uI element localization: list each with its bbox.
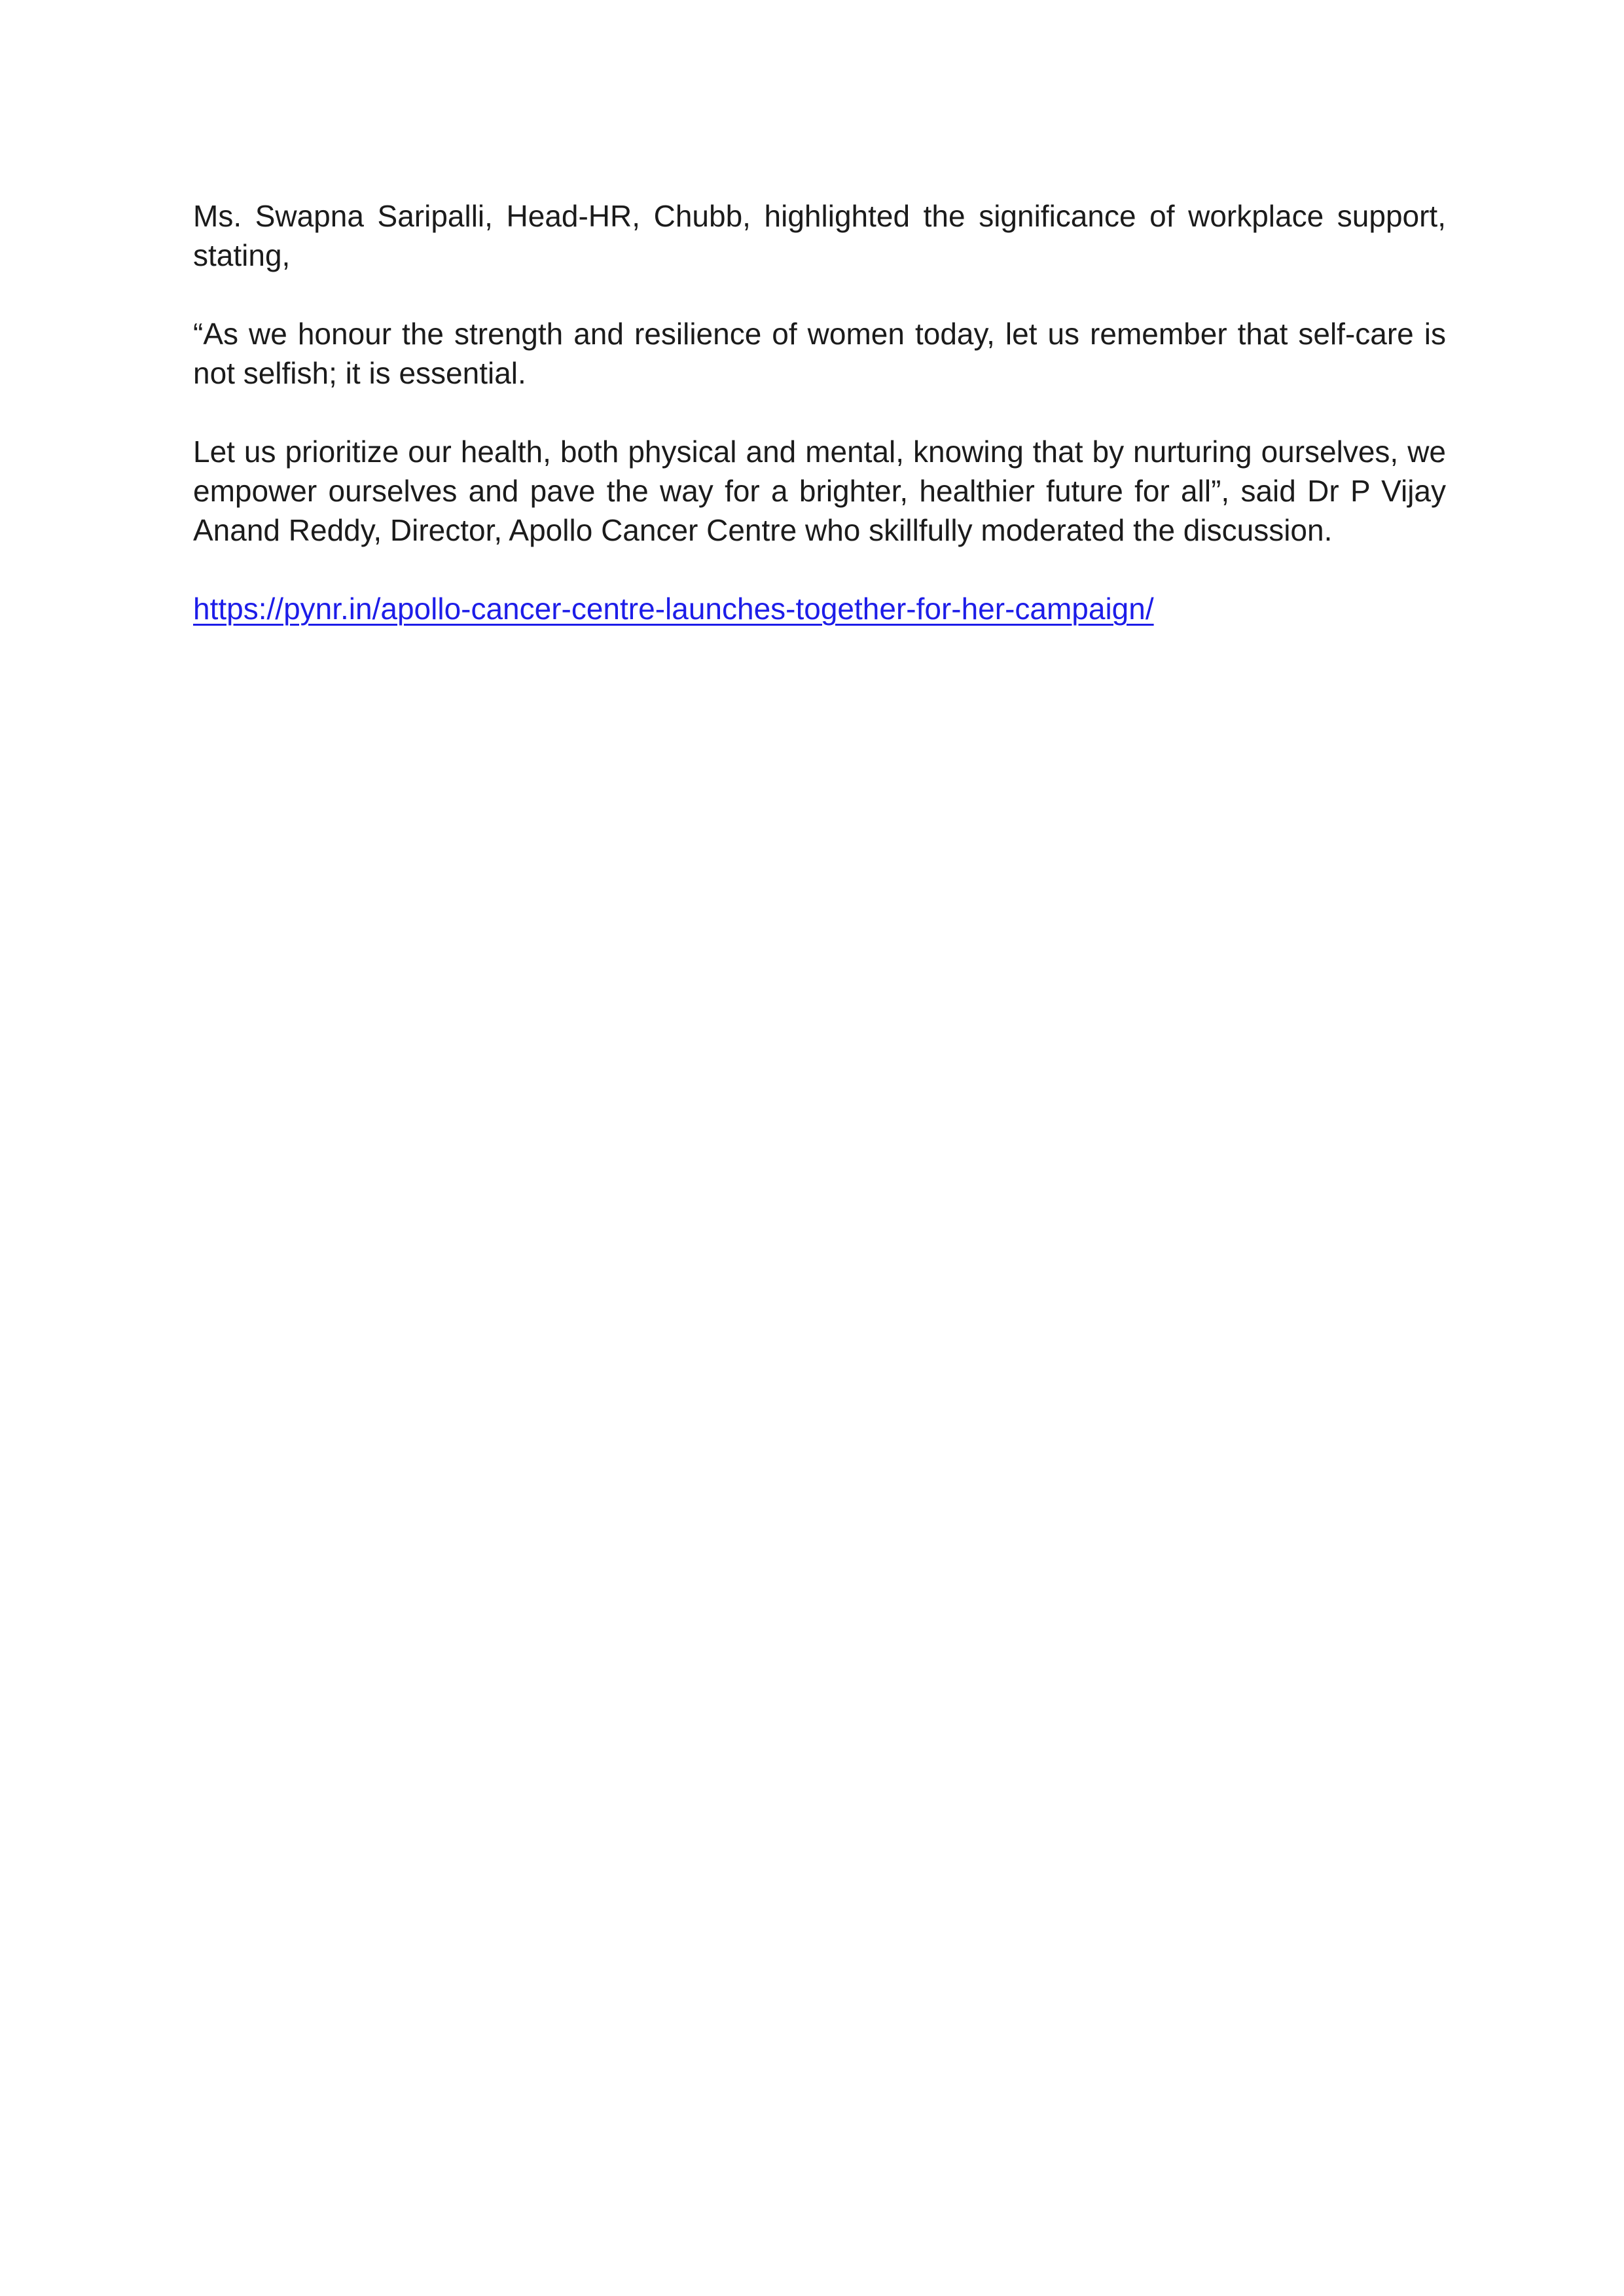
campaign-link[interactable]: https://pynr.in/apollo-cancer-centre-launches-together-for-her-campaign/ <box>193 592 1154 626</box>
link-line <box>193 589 1446 628</box>
paragraph-quote-end: Let us prioritize our health, both physical and mental, knowing that by nurturing ourselves, we empower ourselves and pave the way for a brighter, healthier future for all”, said Dr P Vijay Anand Reddy, Director, Apollo Cancer Centre who skillfully moderated the discussion. <box>193 435 1446 547</box>
paragraph-intro: Ms. Swapna Saripalli, Head-HR, Chubb, highlighted the significance of workplace support, stating, <box>193 199 1446 272</box>
paragraph-quote-start: “As we honour the strength and resilience of women today, let us remember that self-care is not selfish; it is essential. <box>193 317 1446 390</box>
